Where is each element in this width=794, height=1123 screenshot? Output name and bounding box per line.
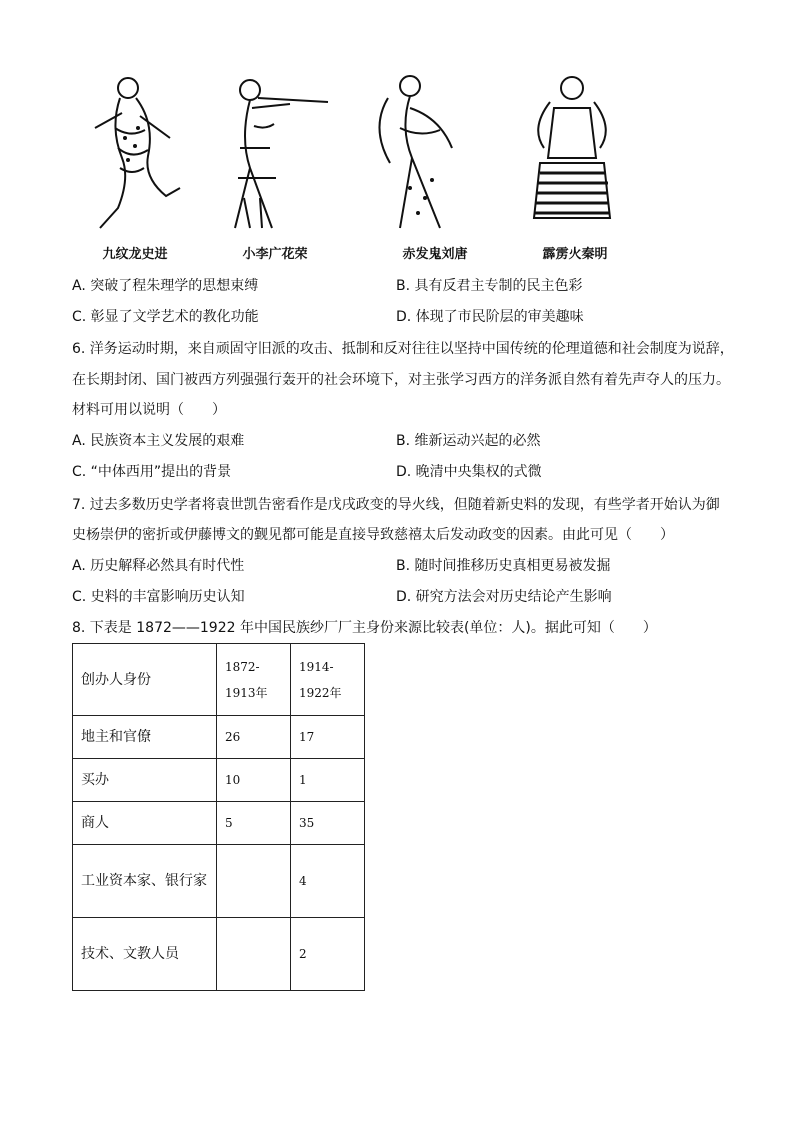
warrior-bow-icon <box>370 68 500 238</box>
table-header-row <box>73 644 365 716</box>
cell-value: 5 <box>217 802 291 845</box>
table-row <box>73 918 365 991</box>
q8-stem: 8. 下表是 1872——1922 年中国民族纱厂厂主身份来源比较表(单位：人)。据此可知（ ） <box>72 620 657 636</box>
cell-value <box>217 918 291 991</box>
q7-option-b[interactable]: B. 随时间推移历史真相更易被发掘 <box>396 558 611 574</box>
q5-option-c[interactable]: C. 彰显了文学艺术的教化功能 <box>72 309 259 325</box>
figure-label: 九纹龙史进 <box>102 247 168 262</box>
header-period-2: 1914- 1922年 <box>291 644 365 716</box>
cell-value: 1 <box>291 759 365 802</box>
q7-stem-line-2: 史杨崇伊的密折或伊藤博文的觐见都可能是直接导致慈禧太后发动政变的因素。由此可见（ ） <box>72 527 674 543</box>
q5-option-a[interactable]: A. 突破了程朱理学的思想束缚 <box>72 278 259 294</box>
q7-option-d[interactable]: D. 研究方法会对历史结论产生影响 <box>396 589 612 605</box>
table-row <box>73 845 365 918</box>
figure-label: 小李广花荣 <box>242 247 308 262</box>
q7-option-a[interactable]: A. 历史解释必然具有时代性 <box>72 558 245 574</box>
warrior-armored-icon <box>510 68 640 238</box>
q5-option-b[interactable]: B. 具有反君主专制的民主色彩 <box>396 278 583 294</box>
cell-value: 10 <box>217 759 291 802</box>
q5-option-d[interactable]: D. 体现了市民阶层的审美趣味 <box>396 309 584 325</box>
figure-liu-tang <box>370 68 500 268</box>
table-row <box>73 759 365 802</box>
cell-value: 35 <box>291 802 365 845</box>
cell-value: 17 <box>291 716 365 759</box>
figure-label: 赤发鬼刘唐 <box>402 247 468 262</box>
figure-row <box>70 68 630 268</box>
cell-identity: 工业资本家、银行家 <box>73 845 217 918</box>
header-period-1: 1872- 1913年 <box>217 644 291 716</box>
header-identity: 创办人身份 <box>73 644 217 716</box>
cell-identity: 地主和官僚 <box>73 716 217 759</box>
table-row <box>73 802 365 845</box>
figure-shi-jin <box>70 68 200 268</box>
q6-stem-line-3: 材料可用以说明（ ） <box>72 402 226 418</box>
cell-value: 26 <box>217 716 291 759</box>
q6-option-a[interactable]: A. 民族资本主义发展的艰难 <box>72 433 245 449</box>
q6-option-d[interactable]: D. 晚清中央集权的式微 <box>396 464 542 480</box>
table-row <box>73 716 365 759</box>
cell-value: 4 <box>291 845 365 918</box>
q6-stem-line-1: 6. 洋务运动时期，来自顽固守旧派的攻击、抵制和反对往往以坚持中国传统的伦理道德和社会制度为说辞， <box>72 341 734 357</box>
cell-value: 2 <box>291 918 365 991</box>
q6-stem-line-2: 在长期封闭、国门被西方列强强行轰开的社会环境下，对主张学习西方的洋务派自然有着先声夺人的压力。 <box>72 372 730 388</box>
figure-qin-ming <box>510 68 640 268</box>
cell-identity: 买办 <box>73 759 217 802</box>
q6-option-b[interactable]: B. 维新运动兴起的必然 <box>396 433 541 449</box>
q6-option-c[interactable]: C. “中体西用”提出的背景 <box>72 464 232 480</box>
figure-hua-rong <box>210 68 340 268</box>
figure-label: 霹雳火秦明 <box>542 247 608 262</box>
cell-identity: 技术、文教人员 <box>73 918 217 991</box>
q8-table <box>72 643 365 991</box>
q7-option-c[interactable]: C. 史料的丰富影响历史认知 <box>72 589 245 605</box>
cell-identity: 商人 <box>73 802 217 845</box>
warrior-archer-icon <box>210 68 340 238</box>
q7-stem-line-1: 7. 过去多数历史学者将袁世凯告密看作是戊戌政变的导火线，但随着新史料的发现，有些学者开始认为御 <box>72 497 720 513</box>
warrior-running-icon <box>70 68 200 238</box>
cell-value <box>217 845 291 918</box>
